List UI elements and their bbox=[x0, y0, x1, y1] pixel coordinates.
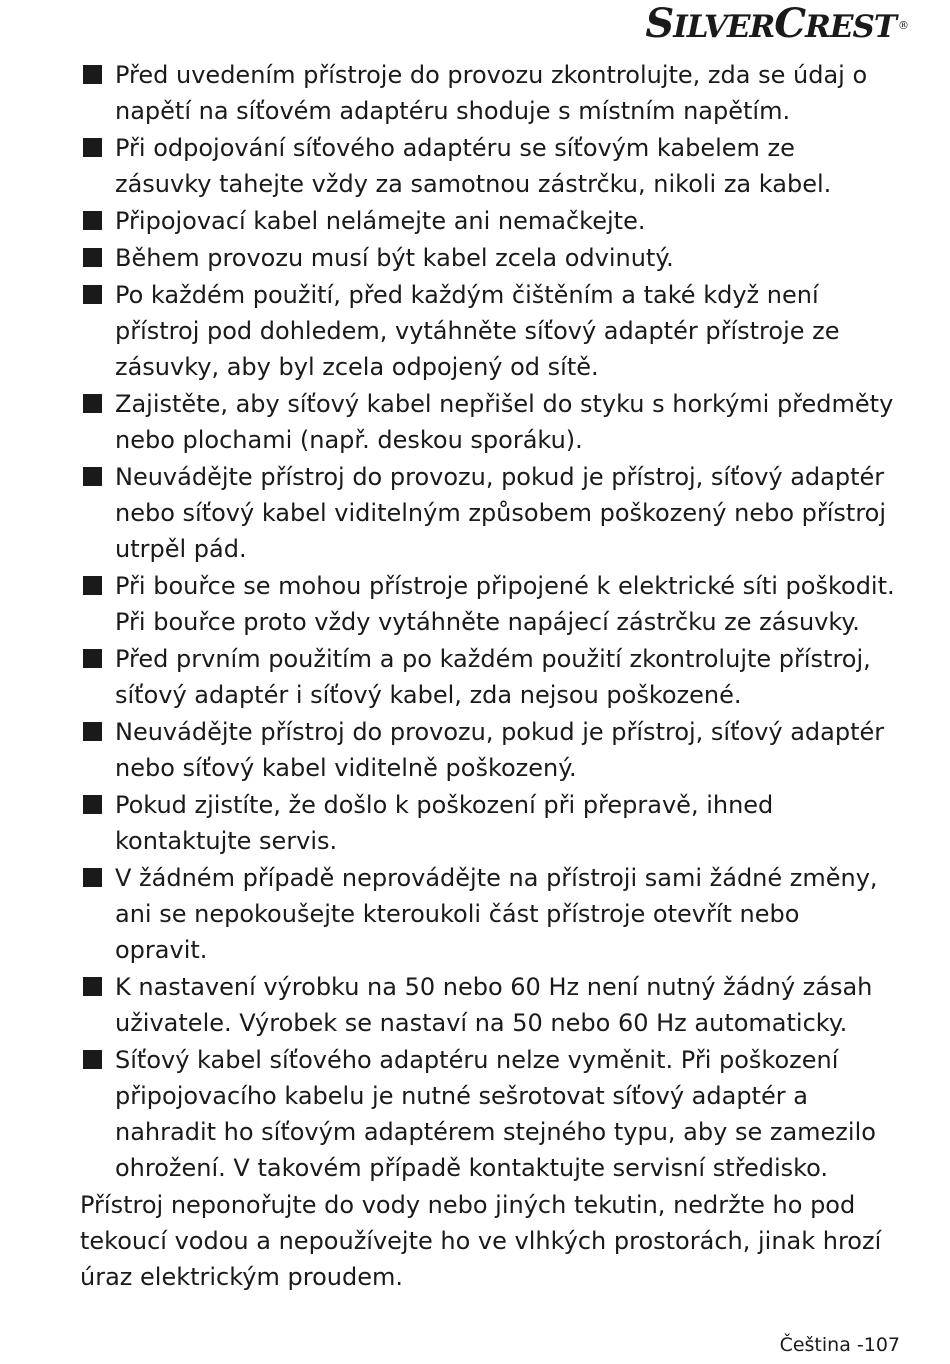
closing-paragraph: Přístroj neponořujte do vody nebo jiných tekutin, nedržte ho pod tekoucí vodou a nepoužívejte ho ve vlhkých prostorách, jinak hrozí úraz elektrickým proudem. bbox=[80, 1191, 882, 1291]
list-item-text: Síťový kabel síťového adaptéru nelze vyměnit. Při poškození připojovacího kabelu je nutné sešrotovat síťový adaptér a nahradit ho síťovým adaptérem stejného typu, aby se zamezilo ohrožení. V takovém případě kontaktujte servisní středisko. bbox=[115, 1046, 876, 1182]
list-item-text: Neuvádějte přístroj do provozu, pokud je přístroj, síťový adaptér nebo síťový kabel viditelně poškozený. bbox=[115, 718, 885, 782]
list-item bbox=[80, 386, 898, 458]
list-item bbox=[80, 203, 898, 239]
square-bullet-icon bbox=[83, 211, 102, 230]
list-item bbox=[80, 714, 898, 786]
list-item bbox=[80, 240, 898, 276]
square-bullet-icon bbox=[83, 1050, 102, 1069]
list-item-text: Neuvádějte přístroj do provozu, pokud je přístroj, síťový adaptér nebo síťový kabel viditelným způsobem poškozený nebo přístroj utrpěl pád. bbox=[115, 463, 887, 563]
square-bullet-icon bbox=[83, 977, 102, 996]
list-item-text: Připojovací kabel nelámejte ani nemačkejte. bbox=[115, 207, 646, 235]
safety-list bbox=[80, 57, 898, 1186]
brand-letters: REST bbox=[805, 9, 896, 45]
page-number: Čeština -107 bbox=[779, 1334, 900, 1356]
square-bullet-icon bbox=[83, 795, 102, 814]
list-item bbox=[80, 641, 898, 713]
list-item-text: Zajistěte, aby síťový kabel nepřišel do styku s horkými předměty nebo plochami (např. deskou sporáku). bbox=[115, 390, 894, 454]
list-item bbox=[80, 860, 898, 968]
list-item bbox=[80, 969, 898, 1041]
list-item bbox=[80, 459, 898, 567]
list-item-text: Během provozu musí být kabel zcela odvinutý. bbox=[115, 244, 674, 272]
list-item-text: V žádném případě neprovádějte na přístroji sami žádné změny, ani se nepokoušejte kteroukoli část přístroje otevřít nebo opravit. bbox=[115, 864, 878, 964]
square-bullet-icon bbox=[83, 467, 102, 486]
brand-letter: C bbox=[774, 0, 806, 47]
list-item bbox=[80, 277, 898, 385]
square-bullet-icon bbox=[83, 576, 102, 595]
page-content bbox=[80, 57, 898, 1295]
square-bullet-icon bbox=[83, 138, 102, 157]
list-item-text: Pokud zjistíte, že došlo k poškození při přepravě, ihned kontaktujte servis. bbox=[115, 791, 774, 855]
list-item bbox=[80, 787, 898, 859]
square-bullet-icon bbox=[83, 868, 102, 887]
square-bullet-icon bbox=[83, 285, 102, 304]
list-item bbox=[80, 130, 898, 202]
brand-letter: S bbox=[645, 0, 674, 47]
list-item-text: Při odpojování síťového adaptéru se síťovým kabelem ze zásuvky tahejte vždy za samotnou zástrčku, nikoli za kabel. bbox=[115, 134, 832, 198]
square-bullet-icon bbox=[83, 65, 102, 84]
square-bullet-icon bbox=[83, 649, 102, 668]
square-bullet-icon bbox=[83, 722, 102, 741]
list-item-text: Po každém použití, před každým čištěním a také když není přístroj pod dohledem, vytáhněte síťový adaptér přístroje ze zásuvky, aby byl zcela odpojený od sítě. bbox=[115, 281, 840, 381]
list-item-text: K nastavení výrobku na 50 nebo 60 Hz není nutný žádný zásah uživatele. Výrobek se nastaví na 50 nebo 60 Hz automaticky. bbox=[115, 973, 873, 1037]
square-bullet-icon bbox=[83, 394, 102, 413]
brand-letters: ILVER bbox=[673, 9, 775, 45]
list-item-text: Před uvedením přístroje do provozu zkontrolujte, zda se údaj o napětí na síťovém adaptéru shoduje s místním napětím. bbox=[115, 61, 868, 125]
square-bullet-icon bbox=[83, 248, 102, 267]
list-item bbox=[80, 57, 898, 129]
list-item-text: Při bouřce se mohou přístroje připojené k elektrické síti poškodit. Při bouřce proto vždy vytáhněte napájecí zástrčku ze zásuvky. bbox=[115, 572, 895, 636]
list-item bbox=[80, 568, 898, 640]
registered-mark: ® bbox=[898, 19, 908, 32]
list-item bbox=[80, 1042, 898, 1186]
list-item-text: Před prvním použitím a po každém použití zkontrolujte přístroj, síťový adaptér i síťový kabel, zda nejsou poškozené. bbox=[115, 645, 871, 709]
brand-logo bbox=[645, 2, 906, 49]
